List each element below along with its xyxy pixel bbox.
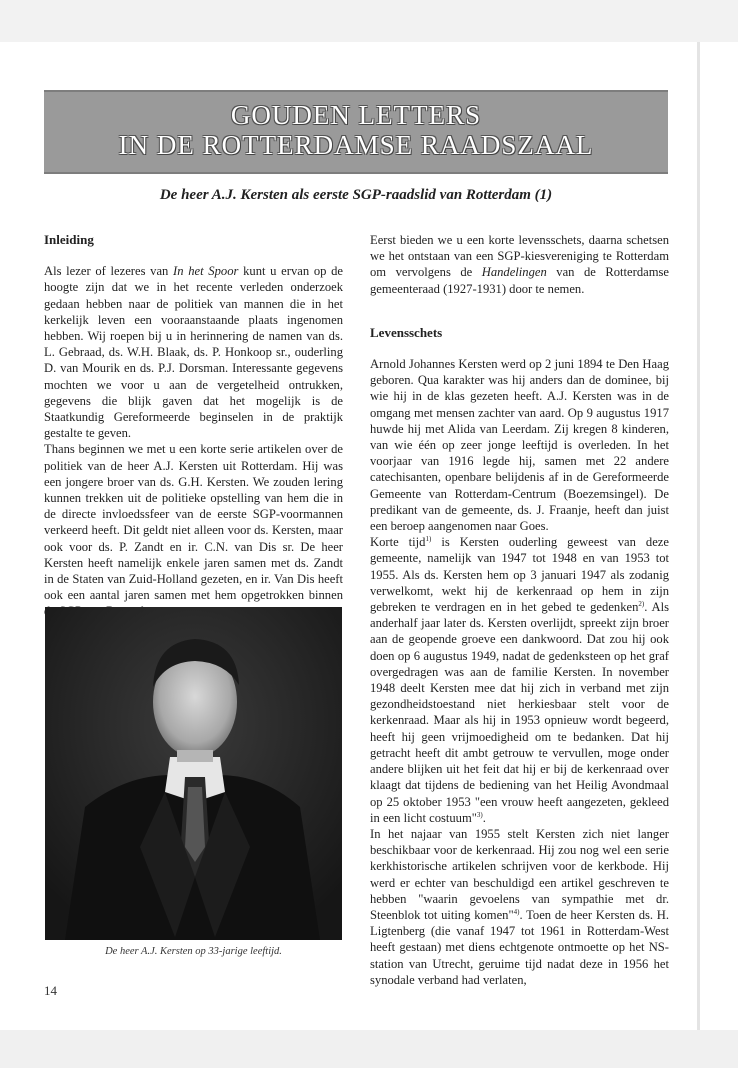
paragraph-overview (370, 232, 669, 297)
section-heading-inleiding: Inleiding (44, 232, 94, 247)
article-subtitle: De heer A.J. Kersten als eerste SGP-raadslid van Rotterdam (1) (159, 187, 553, 203)
title-line-2: IN DE ROTTERDAMSE RAADSZAAL (118, 130, 594, 160)
paragraph-biography-1: Arnold Johannes Kersten werd op 2 juni 1894 te Den Haag geboren. Qua karakter was hij anders dan de dominee, bij wie hij in de klas gezeten heeft. A.J. Kersten was in de omgang met mensen zachter van aard. Op 9 augustus 1917 huwde hij met Alida van Leerdam. Zij kregen 8 kinderen, van wie één op zeer jonge leeftijd is overleden. In het voorjaar van 1916 legde hij, samen met 22 andere catechisanten, openbare belijdenis af in de Gereformeerde Gemeente van Rotterdam-Centrum (Boezemsingel). De predikant van de gemeente, ds. J. Fraanje, heeft dan juist een beroep aangenomen naar Goes. (370, 357, 669, 534)
text-run: Als lezer of lezeres van (44, 264, 174, 279)
footnote-marker: 1) (425, 535, 432, 544)
text-run: . Als anderhalf jaar later ds. Kersten overlijdt, spreekt zijn broer aan de geopende groeve een dankwoord. Dat zou hij ook doen op 6 augustus 1949, nadat de gedenksteen op het graf overgedragen was aan de familie Kersten. In november 1948 deelt Kersten mee dat hij zich in verband met zijn gezondheidstoestand niet herkiesbaar stelt voor de kerkenraad. Maar als hij in 1953 opnieuw wordt begeerd, heeft hij geen vrijmoedigheid om te bedanken. Dat hij getracht heeft dit ambt getrouw te vervullen, moge onder andere blijken uit het feit dat hij er bij de kerkenraad over klaagt dat tijdens de bediening van het Heilig Avondmaal op 25 oktober 1953 "een vrouw heeft aangezeten, gekleed in een licht costuum" (370, 600, 669, 825)
paragraph-intro-1 (44, 263, 343, 441)
section-heading-levensschets: Levensschets (370, 324, 443, 340)
text-run: Eerst bieden we u een korte levensschets, daarna schetsen we het ontstaan van een SGP-kiesvereniging te Rotterdam om vervolgens de (370, 233, 669, 280)
text-run: . Toen de heer Kersten ds. H. Ligtenberg (die vanaf 1947 tot 1961 in Rotterdam-West heeft gestaan) met diens echtgenote ontmoette op het NS-station van Utrecht, geruime tijd nadat deze in 1956 het synodale verband had verlaten, (370, 907, 669, 987)
text-run: . (482, 810, 486, 825)
right-column (370, 232, 669, 988)
text-run: In het najaar van 1955 stelt Kersten zich niet langer beschikbaar voor de kerkenraad. Hij zou nog wel een serie kerkhistorische artikelen schrijven voor de kerkbode. Hij werd er echter van beschuldigd een artikel geschreven te hebben "waarin gevoelens van sympathie met dr. Steenblok tot uiting komen" (370, 826, 669, 922)
text-run: is Kersten ouderling geweest van deze gemeente, namelijk van 1947 tot 1948 en van 1953 tot 1955. Als ds. Kersten hem op 3 januari 1947 als zodanig verwelkomt, wekt hij de kerkenraad op hem in zijn gebreken te verdragen en in het gebed te gedenken (370, 535, 669, 615)
magazine-title: In het Spoor (173, 264, 239, 279)
title-banner (44, 90, 668, 174)
footnote-marker: 3) (476, 810, 483, 819)
page-bottom-margin (0, 1030, 738, 1068)
spacer (370, 297, 669, 325)
handelingen-title: Handelingen (481, 265, 547, 280)
page-edge (697, 42, 700, 1032)
portrait-figure (45, 607, 342, 940)
page-number: 14 (44, 983, 57, 998)
text-run: kunt u ervan op de hoogte zijn dat we in het recente verleden onderzoek gedaan hebben naar de politiek van mannen die in het kerkelijk leven een vooraanstaande plaats ingenomen hebben. Wij roepen bij u in herinnering de namen van ds. L. Gebraad, ds. W.H. Blaak, ds. P. Honkoop sr., ouderling D. van Mourik en ds. P.J. Dorsman. Interessante gegevens mochten we voor u aan de vergetelheid ontrukken, gegevens die blijk gaven dat het mogelijk is de Staatkundig Gereformeerde beginselen in de praktijk gestalte te geven. (44, 264, 343, 441)
portrait-photo (45, 607, 342, 940)
text-run: van de Rotterdamse gemeenteraad (1927-1931) door te nemen. (370, 265, 670, 296)
left-column (44, 232, 343, 620)
paragraph-intro-2: Thans beginnen we met u een korte serie artikelen over de politiek van de heer A.J. Kersten uit Rotterdam. Hij was een jongere broer van ds. G.H. Kersten. We zouden lering kunnen trekken uit de politieke opstelling van hem die in de directe invloedssfeer van de eerste SGP-voormannen verkeerd heeft. Dit geldt niet alleen voor ds. Kersten, maar ook voor ds. P. Zandt en ir. C.N. van Dis sr. De heer Kersten heeft namelijk enkele jaren samen met ds. Zandt in de Staten van Zuid-Holland gezeten, en ir. Van Dis heeft ook een aantal jaren samen met hem opgetrokken binnen (44, 442, 343, 603)
photo-caption: De heer A.J. Kersten op 33-jarige leeftijd. (105, 946, 282, 957)
paragraph-biography-3 (370, 826, 669, 988)
footnote-marker: 2) (638, 599, 645, 608)
paragraph-biography-2 (370, 534, 669, 826)
footnote-marker: 4) (513, 907, 520, 916)
title-line-1: GOUDEN LETTERS (230, 100, 482, 130)
text-run: Korte tijd (370, 535, 426, 550)
page-top-margin (0, 0, 738, 42)
